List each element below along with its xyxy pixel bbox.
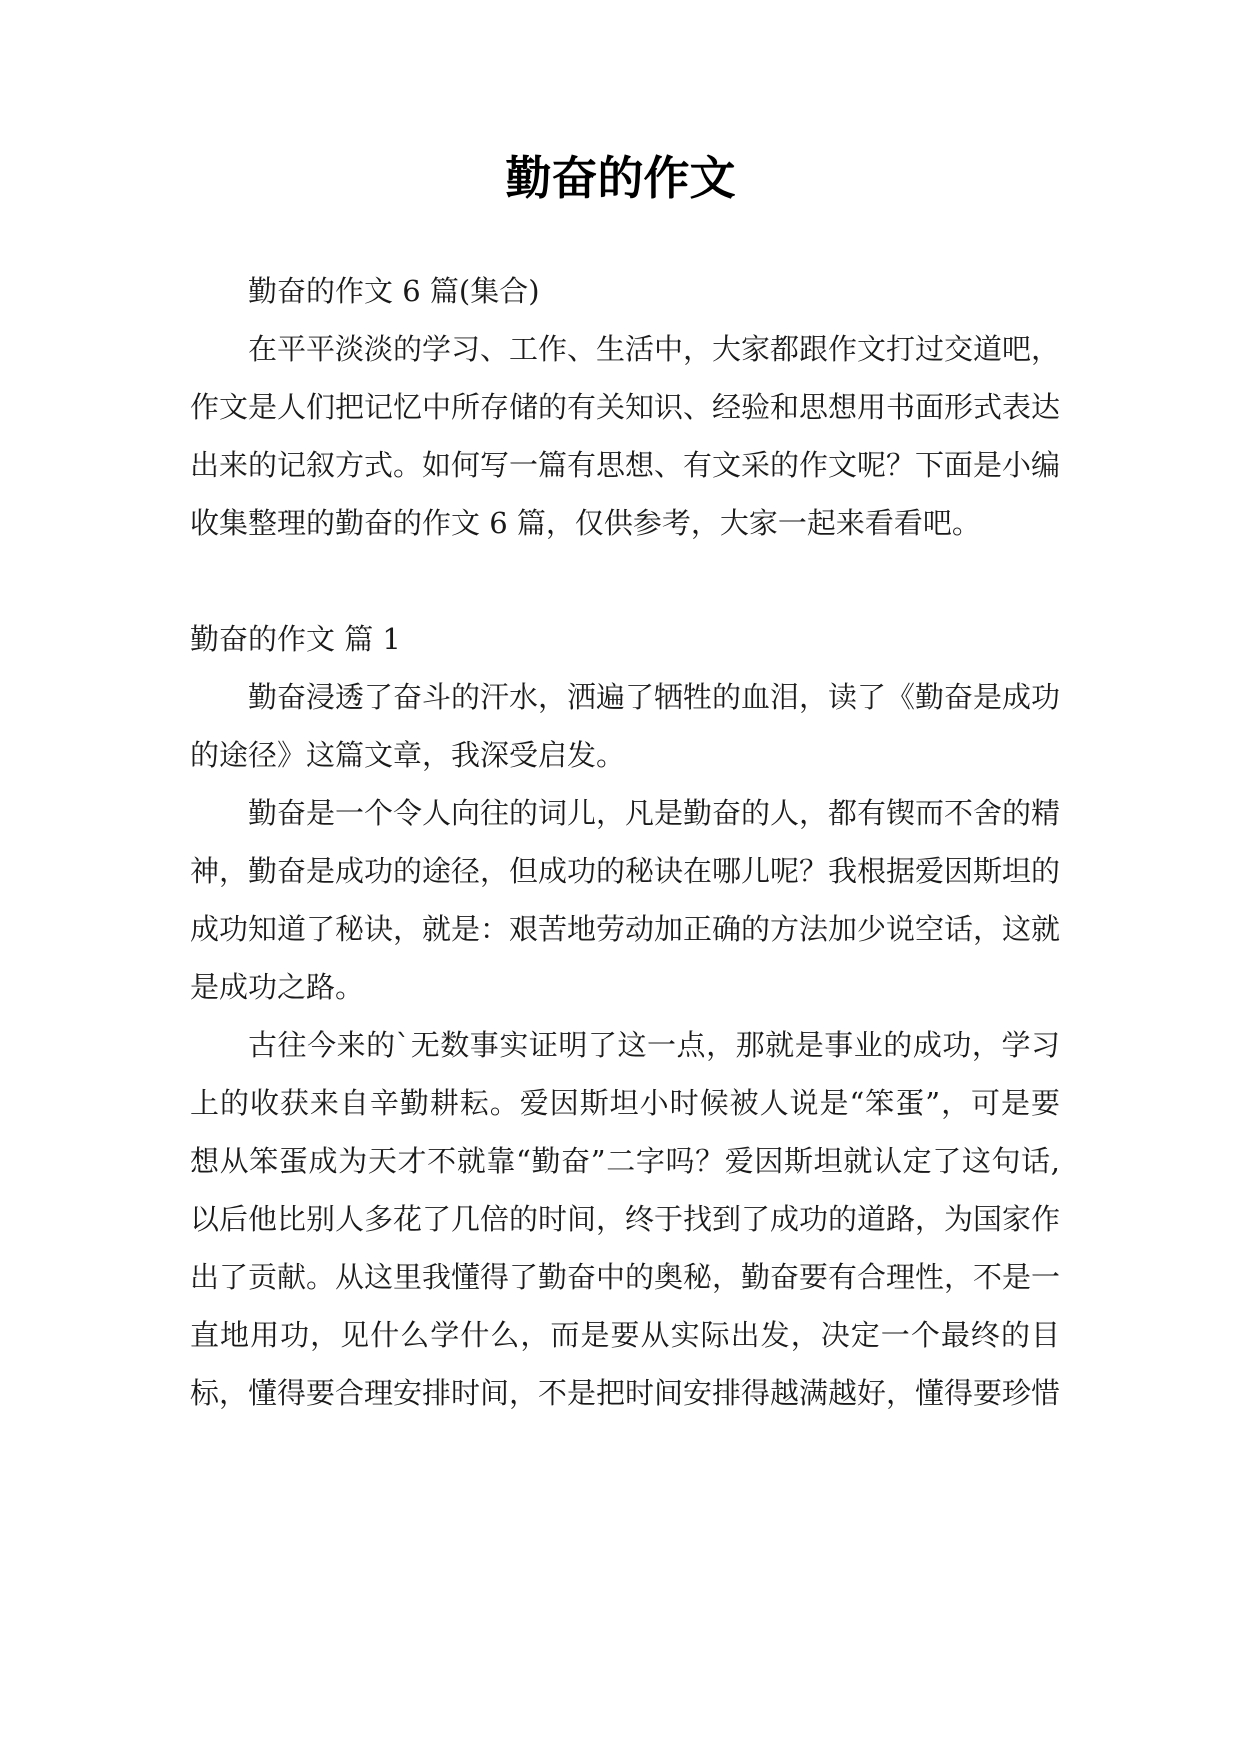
document-title: 勤奋的作文 xyxy=(505,151,736,205)
body-paragraph-1: 勤奋浸透了奋斗的汗水，洒遍了牺牲的血泪，读了《勤奋是成功的途径》这篇文章，我深受启发。 xyxy=(190,680,1061,772)
body-paragraph-3: 古往今来的`无数事实证明了这一点，那就是事业的成功，学习上的收获来自辛勤耕耘。爱因斯坦小时候被人说是“笨蛋”，可是要想从笨蛋成为天才不就靠“勤奋”二字吗？爱因斯坦就认定了这句话,以后他比别人多花了几倍的时间，终于找到了成功的道路，为国家作出了贡献。从这里我懂得了勤奋中的奥秘，勤奋要有合理性，不是一直地用功，见什么学什么，而是要从实际出发，决定一个最终的目标，懂得要合理安排时间，不是把时间安排得越满越好，懂得要珍惜 xyxy=(190,1028,1061,1410)
intro-paragraph: 在平平淡淡的学习、工作、生活中，大家都跟作文打过交道吧，作文是人们把记忆中所存储的有关知识、经验和思想用书面形式表达出来的记叙方式。如何写一篇有思想、有文采的作文呢？下面是小编收集整理的勤奋的作文 6 篇，仅供参考，大家一起来看看吧。 xyxy=(190,332,1061,540)
body-paragraph-2: 勤奋是一个令人向往的词儿，凡是勤奋的人，都有锲而不舍的精神，勤奋是成功的途径，但成功的秘诀在哪儿呢？我根据爱因斯坦的成功知道了秘诀，就是：艰苦地劳动加正确的方法加少说空话，这就是成功之路。 xyxy=(190,796,1061,1004)
document-body xyxy=(190,262,1060,1422)
document-subtitle: 勤奋的作文 6 篇(集合) xyxy=(248,274,540,308)
section-heading: 勤奋的作文 篇 1 xyxy=(190,622,401,656)
section-spacer xyxy=(190,552,1060,610)
